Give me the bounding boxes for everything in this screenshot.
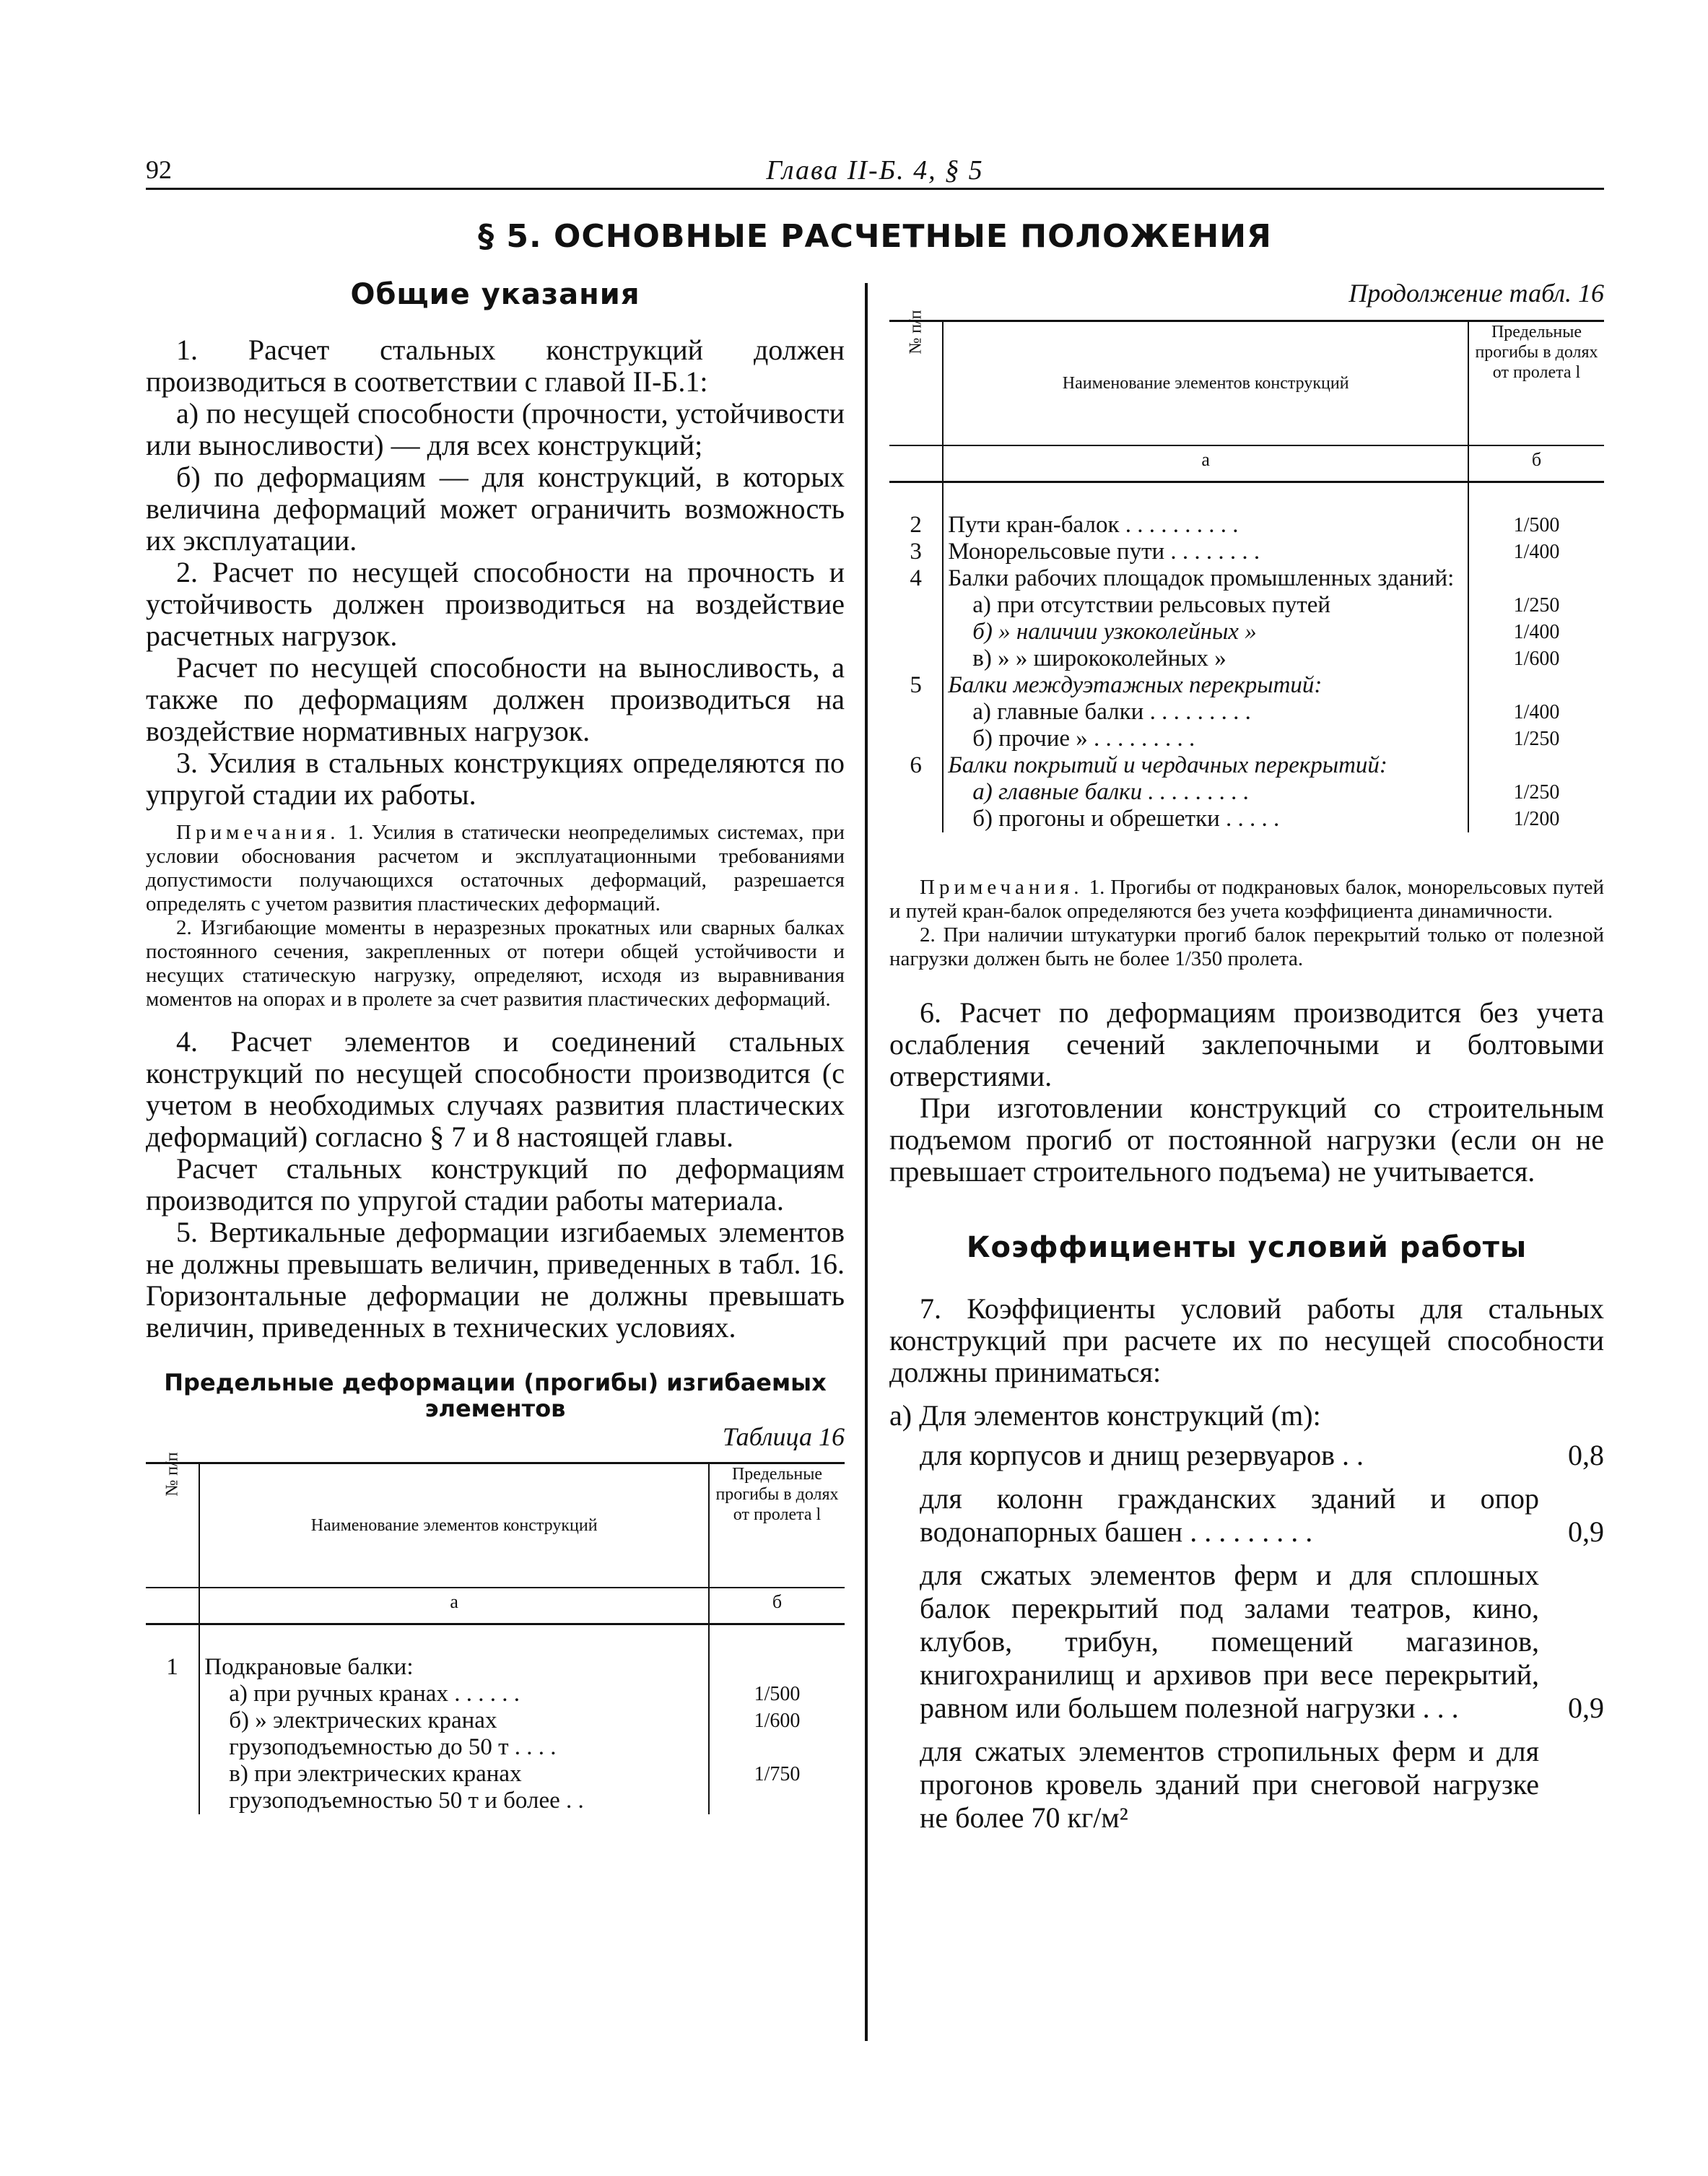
paragraph-1b: б) по деформациям — для конструкций, в которых величина деформаций может ограничить возможность их эксплуатации. xyxy=(146,461,845,557)
coefficient-description: для колонн гражданских зданий и опор водонапорных башен . . . . . . . . . xyxy=(920,1482,1539,1548)
row-element-name: Монорельсовые пути . . . . . . . . xyxy=(943,539,1468,565)
row-deflection-limit: 1/400 xyxy=(1513,541,1560,563)
row-deflection-limit: 1/600 xyxy=(754,1710,801,1732)
row-element-name: Балки междуэтажных перекрытий: xyxy=(943,672,1468,699)
table-row xyxy=(889,672,1604,699)
column-divider xyxy=(865,283,868,2041)
paragraph-1: 1. Расчет стальных конструкций должен производиться в соответствии с главой II-Б.1: xyxy=(146,334,845,398)
row-deflection-limit: 1/400 xyxy=(1513,621,1560,643)
col-header-deflection: Предельные прогибы в долях от пролета l xyxy=(1468,321,1604,446)
coefficient-row xyxy=(920,1559,1604,1725)
table-note-1-text: 1. Прогибы от подкрановых балок, монорельсовых путей и путей кран-балок определяются без учета коэффициента динамичности. xyxy=(889,876,1605,923)
note-2: 2. Изгибающие моменты в неразрезных прокатных или сварных балках постоянного сечения, закрепленных от потери общей устойчивости и несущих статическую нагрузку, определяют, исходя из выравнивания моментов на опорах и в пролете за счет развития пластических деформаций. xyxy=(146,916,845,1011)
subheading-general: Общие указания xyxy=(350,278,640,311)
row-deflection-limit: 1/400 xyxy=(1513,701,1560,723)
coefficient-description: для сжатых элементов ферм и для сплошных балок перекрытий под залами театров, кино, клубов, трибун, помещений магазинов, книгохранилищ и архивов при весе перекрытий, равном или большем полезной нагрузки . . . xyxy=(920,1559,1539,1724)
coefficient-value: 0,9 xyxy=(1568,1692,1604,1724)
table-row xyxy=(889,539,1604,565)
col-letter-b: б xyxy=(1468,445,1604,482)
page-header xyxy=(146,150,1604,190)
paragraph-2b: Расчет по несущей способности на выносливость, а также по деформациям должен производиться на воздействие нормативных нагрузок. xyxy=(146,651,845,747)
coefficient-value: 0,8 xyxy=(1568,1439,1604,1471)
row-element-name: а) главные балки . . . . . . . . . xyxy=(943,779,1468,806)
row-number xyxy=(889,592,943,619)
paragraph-1a: а) по несущей способности (прочности, устойчивости или выносливости) — для всех конструкций; xyxy=(146,397,845,461)
row-deflection-limit xyxy=(709,1624,845,1681)
coefficient-row xyxy=(920,1482,1604,1549)
row-number xyxy=(889,619,943,645)
row-element-name: Пути кран-балок . . . . . . . . . . xyxy=(943,482,1468,539)
col-header-name: Наименование элементов конструкций xyxy=(943,321,1468,446)
row-element-name: а) при отсутствии рельсовых путей xyxy=(943,592,1468,619)
row-number xyxy=(889,699,943,726)
row-number: 1 xyxy=(146,1624,199,1681)
row-element-name: в) » » ширококолейных » xyxy=(943,645,1468,672)
col-header-num: № п/п xyxy=(889,321,943,446)
row-element-name: в) при электрических кранах грузоподъемностью 50 т и более . . xyxy=(199,1761,709,1814)
table-note-1 xyxy=(889,876,1604,923)
notes-label: Примечания. xyxy=(176,821,340,844)
note-1 xyxy=(146,821,845,916)
coefficient-row xyxy=(920,1735,1604,1835)
row-element-name: б) » электрических кранах грузоподъемностью до 50 т . . . . xyxy=(199,1707,709,1761)
paragraph-3: 3. Усилия в стальных конструкциях определяются по упругой стадии их работы. xyxy=(146,747,845,811)
row-element-name: Балки покрытий и чердачных перекрытий: xyxy=(943,752,1468,779)
row-element-name: Балки рабочих площадок промышленных зданий: xyxy=(943,565,1468,592)
table-row xyxy=(889,726,1604,752)
row-deflection-limit: 1/500 xyxy=(1513,514,1560,536)
row-element-name: а) главные балки . . . . . . . . . xyxy=(943,699,1468,726)
paragraph-6: 6. Расчет по деформациям производится без учета ослабления сечений заклепочными и болтовыми отверстиями. xyxy=(889,996,1604,1092)
table-caption: Предельные деформации (прогибы) изгибаемых элементов xyxy=(164,1369,827,1422)
paragraph-4: 4. Расчет элементов и соединений стальных конструкций по несущей способности производится (с учетом в необходимых случаях развития пластических деформаций) согласно § 7 и 8 настоящей главы. xyxy=(146,1025,845,1153)
notes-label: Примечания. xyxy=(920,876,1084,899)
coefficient-description: для сжатых элементов стропильных ферм и для прогонов кровель зданий при снеговой нагрузке не более 70 кг/м² xyxy=(920,1735,1539,1834)
table-row xyxy=(889,752,1604,779)
row-number xyxy=(146,1681,199,1707)
paragraph-7: 7. Коэффициенты условий работы для стальных конструкций при расчете их по несущей способности должны приниматься: xyxy=(889,1292,1604,1388)
col-header-num: № п/п xyxy=(146,1463,199,1588)
table-row xyxy=(889,592,1604,619)
deflection-table-part2 xyxy=(889,310,1604,832)
table-row xyxy=(146,1761,845,1814)
note-1-text: 1. Усилия в статически неопределимых системах, при условии обоснования расчетом и эксплуатационными требованиями допустимости получающихся остаточных деформаций, разрешается определять с учетом развития пластических деформаций. xyxy=(146,821,845,915)
coefficient-value: 0,9 xyxy=(1568,1515,1604,1548)
row-element-name: б) » наличии узкоколейных » xyxy=(943,619,1468,645)
row-deflection-limit: 1/250 xyxy=(1513,728,1560,750)
deflection-table-part1 xyxy=(146,1452,845,1814)
row-number xyxy=(146,1761,199,1814)
table-label: Таблица 16 xyxy=(722,1422,845,1451)
row-deflection-limit: 1/600 xyxy=(1513,648,1560,670)
row-deflection-limit xyxy=(1468,565,1604,592)
row-number: 6 xyxy=(889,752,943,779)
row-deflection-limit xyxy=(1468,752,1604,779)
table-note-2: 2. При наличии штукатурки прогиб балок перекрытий только от полезной нагрузки должен быть не более 1/350 пролета. xyxy=(889,923,1604,970)
row-number: 4 xyxy=(889,565,943,592)
table-row xyxy=(146,1681,845,1707)
row-element-name: Подкрановые балки: xyxy=(199,1624,709,1681)
running-head: Глава II-Б. 4, § 5 xyxy=(766,155,984,186)
col-letter-a: а xyxy=(199,1588,709,1624)
left-column xyxy=(146,278,845,1814)
row-deflection-limit: 1/200 xyxy=(1513,808,1560,830)
row-number xyxy=(889,726,943,752)
row-deflection-limit: 1/250 xyxy=(1513,594,1560,617)
paragraph-4b: Расчет стальных конструкций по деформациям производится по упругой стадии работы материала. xyxy=(146,1152,845,1217)
table-row xyxy=(146,1707,845,1761)
row-number: 3 xyxy=(889,539,943,565)
continuation-label: Продолжение табл. 16 xyxy=(1348,279,1604,308)
table-row xyxy=(146,1624,845,1681)
row-number: 5 xyxy=(889,672,943,699)
table-row xyxy=(889,645,1604,672)
row-number xyxy=(889,806,943,832)
paragraph-7a: а) Для элементов конструкций (m): xyxy=(889,1399,1321,1432)
row-element-name: а) при ручных кранах . . . . . . xyxy=(199,1681,709,1707)
row-number xyxy=(146,1707,199,1761)
subheading-coefficients: Коэффициенты условий работы xyxy=(966,1231,1528,1264)
table-row xyxy=(889,619,1604,645)
table-row xyxy=(889,806,1604,832)
col-header-deflection: Предельные прогибы в долях от пролета l xyxy=(709,1463,845,1588)
paragraph-2: 2. Расчет по несущей способности на прочность и устойчивость должен производиться на воздействие расчетных нагрузок. xyxy=(146,556,845,652)
col-letter-a: а xyxy=(943,445,1468,482)
table-row xyxy=(889,779,1604,806)
paragraph-6b: При изготовлении конструкций со строительным подъемом прогиб от постоянной нагрузки (если он не превышает строительного подъема) не учитывается. xyxy=(889,1092,1604,1188)
row-element-name: б) прогоны и обрешетки . . . . . xyxy=(943,806,1468,832)
row-deflection-limit xyxy=(1468,672,1604,699)
right-column xyxy=(889,278,1604,1845)
paragraph-5: 5. Вертикальные деформации изгибаемых элементов не должны превышать величин, приведенных в табл. 16. Горизонтальные деформации не должны превышать величин, приведенных в технических условиях. xyxy=(146,1216,845,1344)
row-number xyxy=(889,779,943,806)
coefficient-row xyxy=(920,1439,1604,1472)
row-deflection-limit: 1/500 xyxy=(754,1683,801,1705)
table-row xyxy=(889,699,1604,726)
table-row xyxy=(889,482,1604,539)
row-element-name: б) прочие » . . . . . . . . . xyxy=(943,726,1468,752)
row-deflection-limit: 1/250 xyxy=(1513,781,1560,804)
col-letter-b: б xyxy=(709,1588,845,1624)
row-number xyxy=(889,645,943,672)
table-row xyxy=(889,565,1604,592)
row-number: 2 xyxy=(889,482,943,539)
coefficient-list xyxy=(889,1439,1604,1835)
coefficient-description: для корпусов и днищ резервуаров . . xyxy=(920,1439,1364,1471)
page-number: 92 xyxy=(146,155,172,184)
col-header-name: Наименование элементов конструкций xyxy=(199,1463,709,1588)
section-title: § 5. ОСНОВНЫЕ РАСЧЕТНЫЕ ПОЛОЖЕНИЯ xyxy=(478,218,1272,255)
row-deflection-limit: 1/750 xyxy=(754,1763,801,1785)
